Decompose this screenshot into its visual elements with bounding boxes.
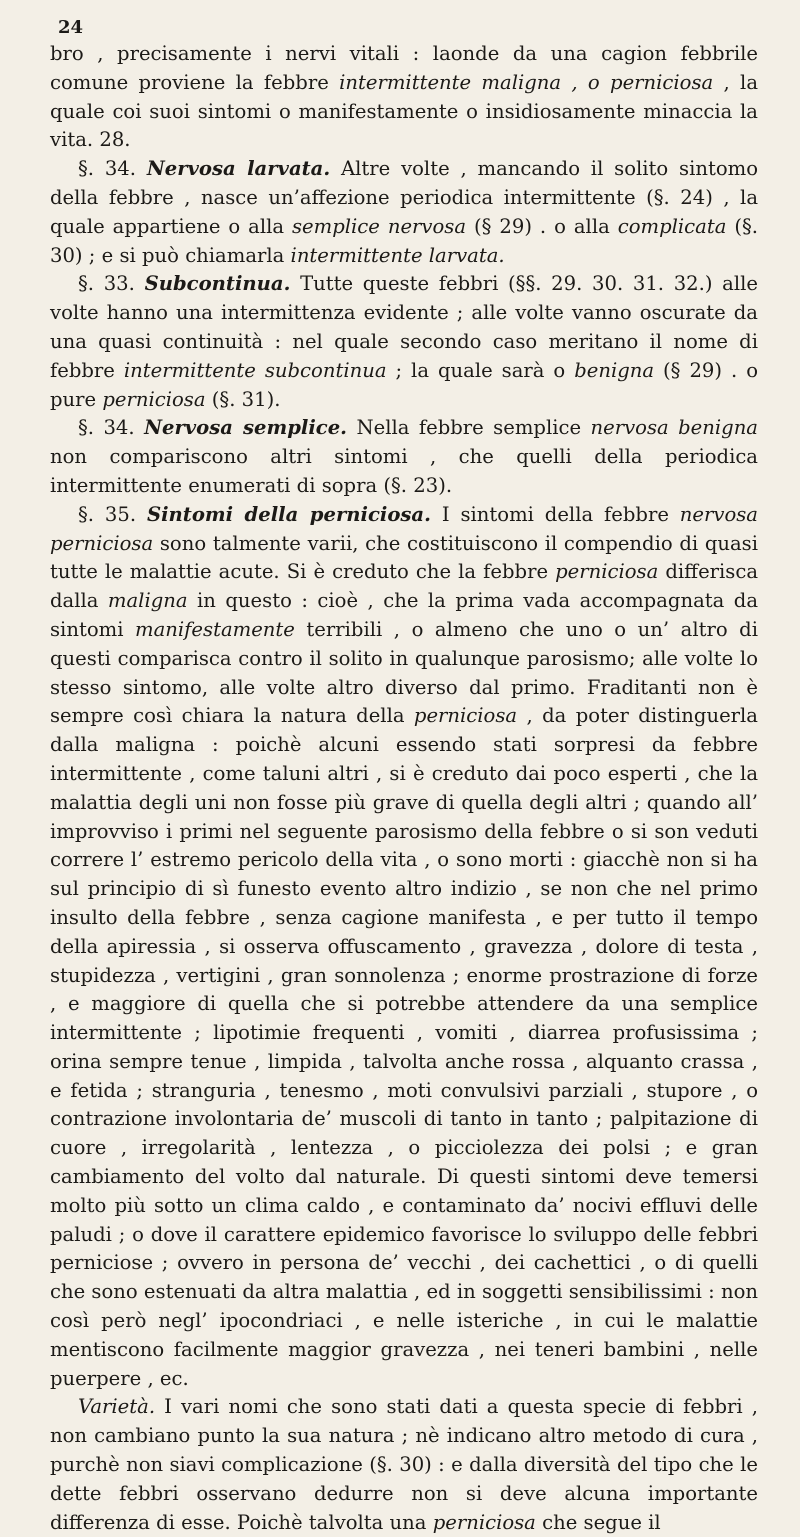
paragraph-3: §. 34. Nervosa semplice. Nella febbre semplice nervosa benigna non compariscono altri sintomi , che quelli della periodica intermittente enumerati di sopra (§. 23). <box>50 416 758 497</box>
page-number: 24 <box>58 17 84 38</box>
paragraph-2: §. 33. Subcontinua. Tutte queste febbri (§§. 29. 30. 31. 32.) alle volte hanno una intermittenza evidente ; alle volte vanno oscurate da una quasi continuità : nel quale secondo caso meritano il nome di febbre intermittente subcontinua ; la quale sarà o benigna (§ 29) . o pure perniciosa (§. 31). <box>50 272 758 411</box>
paragraph-0: bro , precisamente i nervi vitali : laonde da una cagion febbrile comune proviene la febbre intermittente maligna , o perniciosa , la quale coi suoi sintomi o manifestamente o insidiosamente minaccia la vita. 28. <box>50 42 758 152</box>
paragraph-1: §. 34. Nervosa larvata. Altre volte , mancando il solito sintomo della febbre , nasce un’affezione periodica intermittente (§. 24) , la quale appartiene o alla semplice nervosa (§ 29) . o alla complicata (§. 30) ; e si può chiamarla intermittente larvata. <box>50 157 759 267</box>
paragraph-5: Varietà. I vari nomi che sono stati dati a questa specie di febbri , non cambiano punto la sua natura ; nè indicano altro metodo di cura , purchè non siavi complicazione (§. 30) : e dalla diversità del tipo che le dette febbri osservano dedurre non si deve alcuna importante differenza di esse. Poichè talvolta una perniciosa che segue il <box>50 1395 758 1534</box>
paragraph-4: §. 35. Sintomi della perniciosa. I sintomi della febbre nervosa perniciosa sono talmente varii, che costituiscono il compendio di quasi tutte le malattie acute. Si è creduto che la febbre perniciosa differisca dalla maligna in questo : cioè , che la prima vada accompagnata da sintomi manifestamente terribili , o almeno che uno o un’ altro di questi comparisca contro il solito in qualunque parosismo; alle volte lo stesso sintomo, alle volte altro diverso dal primo. Fraditanti non è sempre così chiara la natura della perniciosa , da poter distinguerla dalla maligna : poichè alcuni essendo stati sorpresi da febbre intermittente , come taluni altri , si è creduto dai poco esperti , che la malattia degli uni non fosse più grave di quella degli altri ; quando all’ improvviso i primi nel seguente parosismo della febbre o si son veduti correre l’ estremo pericolo della vita , o sono morti : giacchè non si ha sul principio di sì funesto evento altro indizio , se non che nel primo insulto della febbre , senza cagione manifesta , e per tutto il tempo della apiressia , si osserva offuscamento , gravezza , dolore di testa , stupidezza , vertigini , gran sonnolenza ; enorme prostrazione di forze , e maggiore di quella che si potrebbe attendere da una semplice intermittente ; lipotimie frequenti , vomiti , diarrea profusissima ; orina sempre tenue , limpida , talvolta anche rossa , alquanto crassa , e fetida ; stranguria , tenesmo , moti convulsivi parziali , stupore , o contrazione involontaria de’ muscoli di tanto in tanto ; palpitazione di cuore , irregolarità , lentezza , o picciolezza dei polsi ; e gran cambiamento del volto dal naturale. Di questi sintomi deve temersi molto più sotto un clima caldo , e contaminato da’ nocivi effluvi delle paludi ; o dove il carattere epidemico favorisce lo sviluppo delle febbri perniciose ; ovvero in persona de’ vecchi , dei cachettici , o di quelli che sono estenuati da altra malattia , ed in soggetti sensibilissimi : non così però negl’ ipocondriaci , e nelle isteriche , in cui le malattie mentiscono facilmente maggior gravezza , nei teneri bambini , nelle puerpere , ec. <box>50 502 759 1390</box>
body-text <box>50 40 758 1537</box>
